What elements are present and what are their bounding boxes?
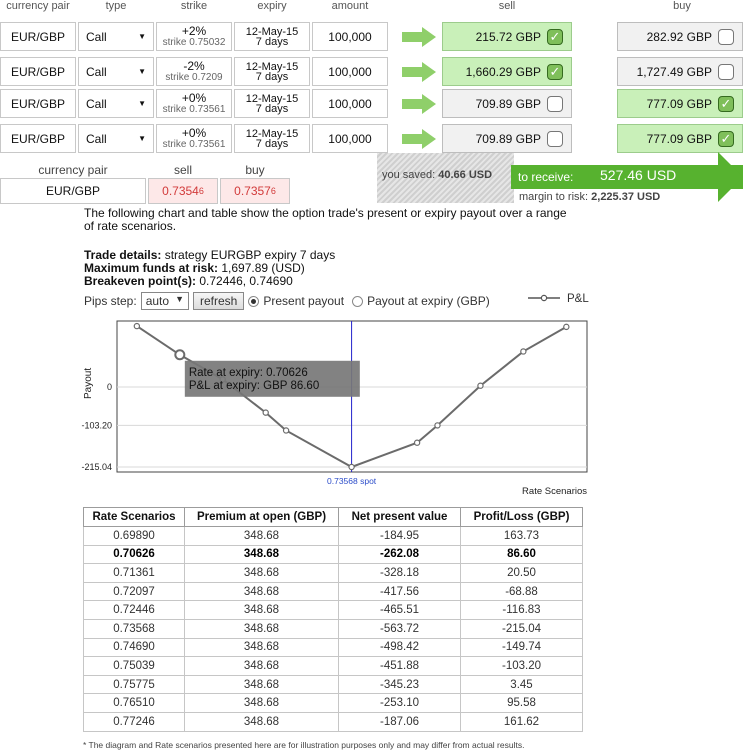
table-cell: 163.73 (461, 527, 583, 546)
arrow-right-icon (402, 62, 436, 82)
table-cell: 0.77246 (84, 712, 185, 731)
table-cell: -149.74 (461, 638, 583, 657)
expiry-date: 12-May-15 (245, 25, 299, 38)
sell-checkbox[interactable] (547, 131, 563, 147)
amount-input[interactable]: 100,000 (312, 22, 388, 51)
pips-step-label: Pips step: (84, 294, 137, 308)
sell-price: 709.89 GBP (475, 131, 541, 146)
strike-value: strike 0.73561 (162, 138, 226, 150)
saved-value: 40.66 USD (438, 169, 493, 181)
quote-pair: EUR/GBP (0, 178, 146, 204)
strike-percent: +2% (181, 23, 207, 38)
buy-checkbox[interactable] (718, 131, 734, 147)
legend-label: P&L (567, 293, 589, 305)
table-row (84, 564, 583, 583)
receive-label: to receive: (518, 170, 574, 184)
strike-value: strike 0.73561 (162, 103, 226, 115)
quote-pair-label: currency pair (38, 163, 108, 177)
sell-price: 215.72 GBP (475, 29, 541, 44)
quote-buy-label: buy (245, 163, 265, 177)
description-line1: The following chart and table show the option trade's present or expiry payout over a range (84, 206, 567, 220)
buy-price-option[interactable] (617, 124, 743, 153)
data-point (478, 383, 483, 388)
table-cell: 0.72097 (84, 582, 185, 601)
data-point (435, 423, 440, 428)
data-point (175, 350, 184, 359)
row-pair: EUR/GBP (0, 124, 76, 153)
expiry-date: 12-May-15 (245, 60, 299, 73)
arrow-right-icon (402, 94, 436, 114)
strike-value: strike 0.7209 (165, 71, 223, 83)
header-currency-pair: currency pair (6, 0, 70, 12)
chevron-down-icon: ▼ (175, 294, 184, 304)
sell-checkbox[interactable] (547, 96, 563, 112)
table-body (84, 527, 583, 732)
table-cell: -498.42 (339, 638, 461, 657)
table-cell: 95.58 (461, 694, 583, 713)
refresh-button[interactable]: refresh (193, 292, 244, 310)
max-funds-value: 1,697.89 (USD) (218, 261, 305, 275)
buy-price-option[interactable] (617, 57, 743, 86)
receive-arrow-tip (718, 152, 743, 202)
col-pnl: Profit/Loss (GBP) (461, 508, 583, 527)
table-cell: 0.70626 (84, 545, 185, 564)
sell-price-option[interactable] (442, 89, 572, 118)
table-cell: 348.68 (185, 527, 339, 546)
quote-sell-label: sell (173, 163, 192, 177)
expiry-days: 7 days (255, 137, 289, 150)
saved-text (382, 169, 492, 181)
row-pair: EUR/GBP (0, 57, 76, 86)
table-cell: 348.68 (185, 619, 339, 638)
table-row (84, 694, 583, 713)
pips-step-value: auto (145, 294, 170, 308)
table-row (84, 582, 583, 601)
margin-text (519, 191, 660, 203)
header-type: type (105, 0, 127, 12)
table-cell: 348.68 (185, 675, 339, 694)
receive-value: 527.46 USD (600, 167, 677, 183)
header-expiry: expiry (257, 0, 287, 12)
table-cell: -417.56 (339, 582, 461, 601)
table-cell: 348.68 (185, 545, 339, 564)
quote-buy-rate[interactable] (220, 178, 290, 204)
table-cell: 0.75039 (84, 657, 185, 676)
table-cell: 86.60 (461, 545, 583, 564)
sell-checkbox[interactable] (547, 29, 563, 45)
trade-details-label: Trade details: (84, 248, 162, 262)
type-value: Call (86, 64, 107, 79)
chevron-down-icon: ▼ (138, 32, 146, 41)
chevron-down-icon: ▼ (138, 67, 146, 76)
table-cell: 0.72446 (84, 601, 185, 620)
margin-label: margin to risk: (519, 191, 589, 203)
quote-sell-rate[interactable] (148, 178, 218, 204)
strike-value: strike 0.75032 (162, 36, 226, 48)
table-cell: 0.74690 (84, 638, 185, 657)
col-rate-scenarios: Rate Scenarios (84, 508, 185, 527)
table-cell: 348.68 (185, 694, 339, 713)
table-cell: 3.45 (461, 675, 583, 694)
max-funds-label: Maximum funds at risk: (84, 261, 219, 275)
table-cell: -345.23 (339, 675, 461, 694)
table-cell: -451.88 (339, 657, 461, 676)
max-funds (84, 261, 305, 275)
table-cell: -563.72 (339, 619, 461, 638)
sell-price: 709.89 GBP (475, 96, 541, 111)
table-row (84, 601, 583, 620)
x-axis-label: Rate Scenarios (522, 486, 587, 497)
table-cell: 0.69890 (84, 527, 185, 546)
expiry-field[interactable] (234, 57, 310, 86)
table-cell: 348.68 (185, 582, 339, 601)
data-point (414, 440, 419, 445)
header-amount: amount (331, 0, 369, 12)
amount-input[interactable]: 100,000 (312, 57, 388, 86)
table-cell: 0.73568 (84, 619, 185, 638)
table-cell: -465.51 (339, 601, 461, 620)
type-select[interactable] (78, 124, 154, 153)
amount-input[interactable]: 100,000 (312, 89, 388, 118)
table-row (84, 675, 583, 694)
buy-price: 777.09 GBP (646, 131, 712, 146)
footnote: * The diagram and Rate scenarios presented here are for illustration purposes only and may differ from actual results. (83, 740, 525, 750)
present-payout-label: Present payout (263, 294, 345, 308)
buy-price: 777.09 GBP (646, 96, 712, 111)
buy-checkbox[interactable] (718, 29, 734, 45)
buy-price-option[interactable] (617, 89, 743, 118)
y-tick-label: -215.04 (81, 462, 112, 472)
table-row (84, 638, 583, 657)
table-cell: -103.20 (461, 657, 583, 676)
buy-price-option[interactable] (617, 22, 743, 51)
margin-value: 2,225.37 USD (591, 191, 661, 203)
strike-percent: +0% (181, 90, 207, 105)
saved-label: you saved: (382, 169, 436, 181)
trade-details (84, 248, 335, 262)
data-point (521, 349, 526, 354)
trade-details-value: strategy EURGBP expiry 7 days (161, 248, 336, 262)
sell-price-option[interactable] (442, 124, 572, 153)
buy-price: 1,727.49 GBP (636, 64, 712, 79)
expiry-field[interactable] (234, 124, 310, 153)
table-cell: -184.95 (339, 527, 461, 546)
table-cell: 348.68 (185, 712, 339, 731)
data-point (263, 410, 268, 415)
sell-checkbox[interactable] (547, 64, 563, 80)
expiry-field[interactable] (234, 89, 310, 118)
tooltip-line2: P&L at expiry: GBP 86.60 (188, 379, 320, 392)
table-cell: 348.68 (185, 564, 339, 583)
header-strike: strike (180, 0, 208, 12)
expiry-days: 7 days (255, 35, 289, 48)
payout-chart[interactable] (0, 290, 743, 500)
type-select[interactable] (78, 22, 154, 51)
legend-marker (541, 295, 546, 300)
sell-price-option[interactable] (442, 57, 572, 86)
buy-price: 282.92 GBP (646, 29, 712, 44)
breakeven-label: Breakeven point(s): (84, 274, 197, 288)
table-cell: 20.50 (461, 564, 583, 583)
row-pair: EUR/GBP (0, 89, 76, 118)
table-row (84, 657, 583, 676)
table-cell: -253.10 (339, 694, 461, 713)
col-premium: Premium at open (GBP) (185, 508, 339, 527)
table-cell: -328.18 (339, 564, 461, 583)
expiry-days: 7 days (255, 102, 289, 115)
table-cell: 348.68 (185, 601, 339, 620)
table-cell: -187.06 (339, 712, 461, 731)
chevron-down-icon: ▼ (138, 134, 146, 143)
table-cell: 0.75775 (84, 675, 185, 694)
expiry-date: 12-May-15 (245, 92, 299, 105)
data-point (349, 464, 354, 469)
strike-field[interactable] (156, 22, 232, 51)
tooltip-line1: Rate at expiry: 0.70626 (188, 366, 308, 379)
buy-checkbox[interactable] (718, 64, 734, 80)
type-select[interactable] (78, 89, 154, 118)
strike-field[interactable] (156, 89, 232, 118)
table-row (84, 619, 583, 638)
type-select[interactable] (78, 57, 154, 86)
table-cell: 348.68 (185, 657, 339, 676)
col-npv: Net present value (339, 508, 461, 527)
table-cell: -262.08 (339, 545, 461, 564)
table-cell: 0.71361 (84, 564, 185, 583)
strike-percent: -2% (183, 58, 205, 73)
table-cell: 348.68 (185, 638, 339, 657)
arrow-right-icon (402, 27, 436, 47)
breakeven-value: 0.72446, 0.74690 (196, 274, 293, 288)
y-tick-label: -103.20 (81, 420, 112, 431)
data-point (564, 324, 569, 329)
description-line2: of rate scenarios. (84, 219, 177, 233)
quote-buy-small: 6 (270, 186, 276, 196)
strike-field[interactable] (156, 124, 232, 153)
rate-scenarios-table (83, 507, 583, 732)
expiry-field[interactable] (234, 22, 310, 51)
sell-price-option[interactable] (442, 22, 572, 51)
quote-sell-value: 0.7354 (162, 184, 199, 198)
quote-buy-value: 0.7357 (234, 184, 271, 198)
expiry-date: 12-May-15 (245, 127, 299, 140)
strike-field[interactable] (156, 57, 232, 86)
type-value: Call (86, 29, 107, 44)
data-point (283, 428, 288, 433)
chevron-down-icon: ▼ (138, 99, 146, 108)
table-row (84, 545, 583, 564)
data-point (134, 323, 139, 328)
table-cell: 0.76510 (84, 694, 185, 713)
breakeven (84, 274, 293, 288)
header-buy: buy (673, 0, 691, 12)
spot-label: 0.73568 spot (327, 476, 377, 486)
arrow-right-icon (402, 129, 436, 149)
expiry-days: 7 days (255, 70, 289, 83)
y-axis-label: Payout (83, 367, 94, 399)
quote-sell-small: 6 (198, 186, 204, 196)
sell-price: 1,660.29 GBP (465, 64, 541, 79)
table-cell: 161.62 (461, 712, 583, 731)
table-header-row (84, 508, 583, 527)
table-cell: -215.04 (461, 619, 583, 638)
type-value: Call (86, 96, 107, 111)
expiry-payout-label: Payout at expiry (GBP) (367, 294, 490, 308)
y-tick-label: 0 (106, 382, 112, 392)
table-row (84, 712, 583, 731)
row-pair: EUR/GBP (0, 22, 76, 51)
header-sell: sell (498, 0, 516, 12)
type-value: Call (86, 131, 107, 146)
buy-checkbox[interactable] (718, 96, 734, 112)
table-row (84, 527, 583, 546)
table-cell: -68.88 (461, 582, 583, 601)
table-cell: -116.83 (461, 601, 583, 620)
strike-percent: +0% (181, 125, 207, 140)
amount-input[interactable]: 100,000 (312, 124, 388, 153)
